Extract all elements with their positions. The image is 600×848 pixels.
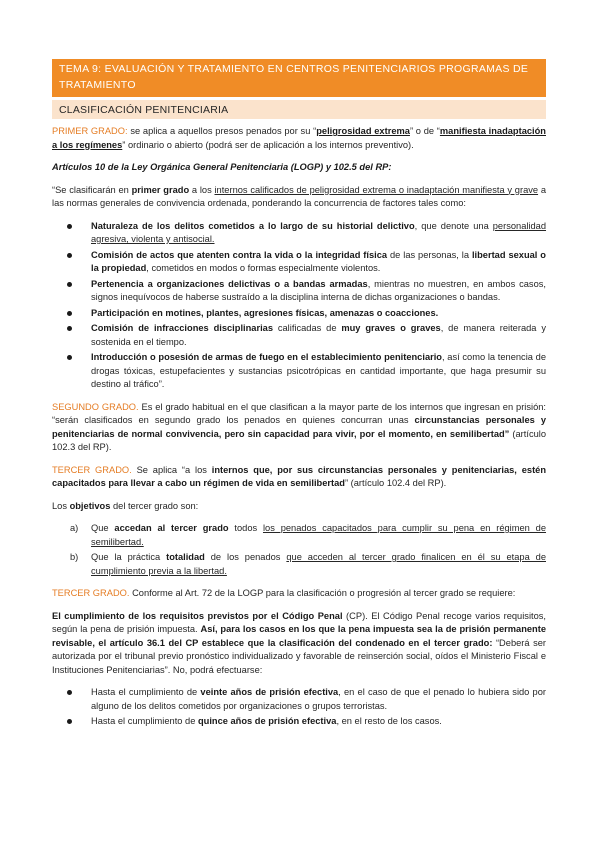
text-run: se aplica a aquellos presos penados por su “	[127, 126, 317, 136]
emphasis-run: El cumplimiento de los requisitos previstos por el Código Penal	[52, 610, 343, 621]
articulos-heading	[52, 161, 546, 175]
segundo-grado-paragraph	[52, 401, 546, 455]
objetivos-intro	[52, 500, 546, 514]
text-run: , así como la tenencia de drogas tóxicas, estupefacientes y sustancias psicotrópicas en cantidad importante, que haga presumir su destino al tráfico”.	[91, 352, 546, 389]
tercer-grado-paragraph	[52, 464, 546, 491]
text-run: a los	[189, 184, 215, 195]
text-run: , cometidos en modos o formas especialmente violentos.	[146, 263, 381, 273]
underline-run: internos calificados de peligrosidad extrema o inadaptación manifiesta y grave	[214, 184, 539, 195]
emphasis-run: Introducción o posesión de armas de fuego en el establecimiento penitenciario	[91, 352, 442, 362]
emphasis-run: circunstancias personales y penitenciarias de normal convivencia, pero sin capacidad para vivir, por el momento, en semilibertad”	[52, 415, 546, 439]
emphasis-run: peligrosidad extrema	[316, 126, 410, 136]
emphasis-run: muy graves o graves	[341, 323, 441, 333]
text-run: , que denote una	[414, 220, 493, 231]
emphasis-run: Así, para los casos en los que la pena impuesta sea la de prisión permanente revisable, el artículo 36.1 del CP establece que la clasificación del condenado en el tercer grado:	[52, 624, 547, 648]
emphasis-run: totalidad	[166, 552, 205, 562]
requisitos-paragraph	[52, 610, 546, 678]
emphasis-run: primer grado	[131, 184, 190, 195]
text-run: , en el caso de que el penado lo hubiera sido por alguno de los delitos cometidos por organizaciones o grupos terroristas.	[91, 687, 546, 711]
text-run: , de manera reiterada y sostenida en el tiempo.	[91, 323, 546, 347]
emphasis-run: Pertenencia a organizaciones delictivas o a bandas armadas	[91, 278, 368, 289]
underline-run: personalidad agresiva, violenta y antisocial.	[91, 220, 547, 244]
text-run: ” o de “	[409, 126, 440, 136]
emphasis-run: accedan al tercer grado	[114, 523, 229, 533]
text-run: Es el grado habitual en el que clasifican a la mayor parte de los internos que ingresan en prisión: “serán clasificados en segundo grado los penados en quienes concurran unas	[52, 401, 547, 425]
tercer-grado-requisitos-paragraph	[52, 587, 546, 601]
text-run: Hasta el cumplimiento de	[91, 687, 201, 697]
text-run: (CP). El Código Penal recoge varios requisitos, según la pena de prisión impuesta.	[52, 610, 546, 634]
primer-grado-paragraph	[52, 125, 546, 152]
text-run: , mientras no muestren, en ambos casos, signos inequívocos de haberse sustraído a la disciplina interna de dichas organizaciones o bandas.	[91, 278, 546, 302]
emphasis-run: libertad sexual o la propiedad	[91, 249, 546, 273]
text-run: a las normas generales de convivencia ordenada, ponderando la concurrencia de factores tales como:	[52, 184, 546, 208]
primer-grado-label: PRIMER GRADO:	[52, 126, 128, 136]
tercer-grado-label: TERCER GRADO.	[52, 588, 130, 598]
text-run: Que la práctica	[91, 552, 167, 562]
text-run: , en el resto de los casos.	[336, 716, 442, 726]
emphasis-run: manifiesta inadaptación a los regímenes	[52, 126, 546, 150]
text-run: Que	[91, 523, 115, 533]
emphasis-run: Naturaleza de los delitos cometidos a lo largo de su historial delictivo	[91, 220, 415, 231]
text-run: ” ordinario o abierto (podrá ser de aplicación a los internos preventivo).	[122, 139, 414, 150]
list-item	[52, 686, 546, 713]
text-run: de las personas, la	[387, 249, 472, 260]
emphasis-run: Participación en motines, plantes, agresiones físicas, amenazas o coacciones.	[91, 307, 439, 318]
emphasis-run: internos que, por sus circunstancias personales y penitenciarias, estén capacitados para llevar a cabo un régimen de vida en semilibertad	[52, 464, 547, 488]
text-run: de los penados	[204, 552, 287, 562]
list-item	[52, 715, 546, 729]
text-run: todos	[228, 523, 263, 533]
list-marker: a)	[70, 523, 79, 533]
section-heading: CLASIFICACIÓN PENITENCIARIA	[59, 104, 229, 116]
text-run: “Deberá ser autorizada por el tribunal previo pronóstico individualizado y favorable de reinserción social, oídos el Ministerio Fiscal e Instituciones Penitenciarias”. No, podrá efectuarse:	[52, 637, 546, 675]
list-item	[52, 307, 546, 321]
emphasis-run: Comisión de actos que atenten contra la vida o la integridad física	[91, 249, 388, 260]
list-item	[52, 522, 546, 549]
emphasis-run: quince años de prisión efectiva	[197, 716, 337, 726]
chapter-title-bar	[52, 59, 546, 97]
text-run: Los	[52, 500, 70, 511]
text-run: Hasta el cumplimiento de	[91, 716, 198, 726]
tercer-grado-label: TERCER GRADO.	[52, 464, 132, 475]
list-marker: b)	[70, 552, 79, 562]
factores-list	[52, 220, 546, 392]
text-run: calificadas de	[273, 323, 342, 333]
text-run: Se aplica “a los	[131, 464, 212, 475]
list-item	[52, 278, 546, 305]
list-item	[52, 322, 546, 349]
list-item	[52, 249, 546, 276]
text-run: “Se clasificarán en	[52, 184, 132, 195]
text-run: Conforme al Art. 72 de la LOGP para la clasificación o progresión al tercer grado se requiere:	[129, 588, 516, 598]
underline-run: que acceden al tercer grado finalicen en él su etapa de cumplimiento previa a la libertad.	[91, 552, 546, 576]
objetivos-list	[52, 522, 546, 578]
list-item	[52, 551, 546, 578]
underline-run: los penados capacitados para cumplir su pena en régimen de semilibertad.	[91, 523, 547, 547]
document-body	[52, 125, 546, 738]
plazos-list	[52, 686, 546, 729]
section-heading-bar	[52, 100, 546, 119]
segundo-grado-label: SEGUNDO GRADO.	[52, 401, 139, 412]
articulos-paragraph	[52, 184, 546, 211]
text-run: del tercer grado son:	[110, 500, 199, 511]
text-run: ” (artículo 102.4 del RP).	[344, 478, 447, 488]
articulos-heading-text: Artículos 10 de la Ley Orgánica General Penitenciaria (LOGP) y 102.5 del RP:	[52, 162, 392, 172]
text-run: (artículo 102.3 del RP).	[52, 428, 546, 452]
list-item	[52, 351, 546, 392]
list-item	[52, 220, 546, 247]
emphasis-run: Comisión de infracciones disciplinarias	[91, 323, 273, 333]
emphasis-run: veinte años de prisión efectiva	[200, 687, 339, 697]
emphasis-run: objetivos	[69, 500, 111, 511]
chapter-title: TEMA 9: EVALUACIÓN Y TRATAMIENTO EN CENTROS PENITENCIARIOS PROGRAMAS DE TRATAMIENTO	[59, 63, 529, 91]
